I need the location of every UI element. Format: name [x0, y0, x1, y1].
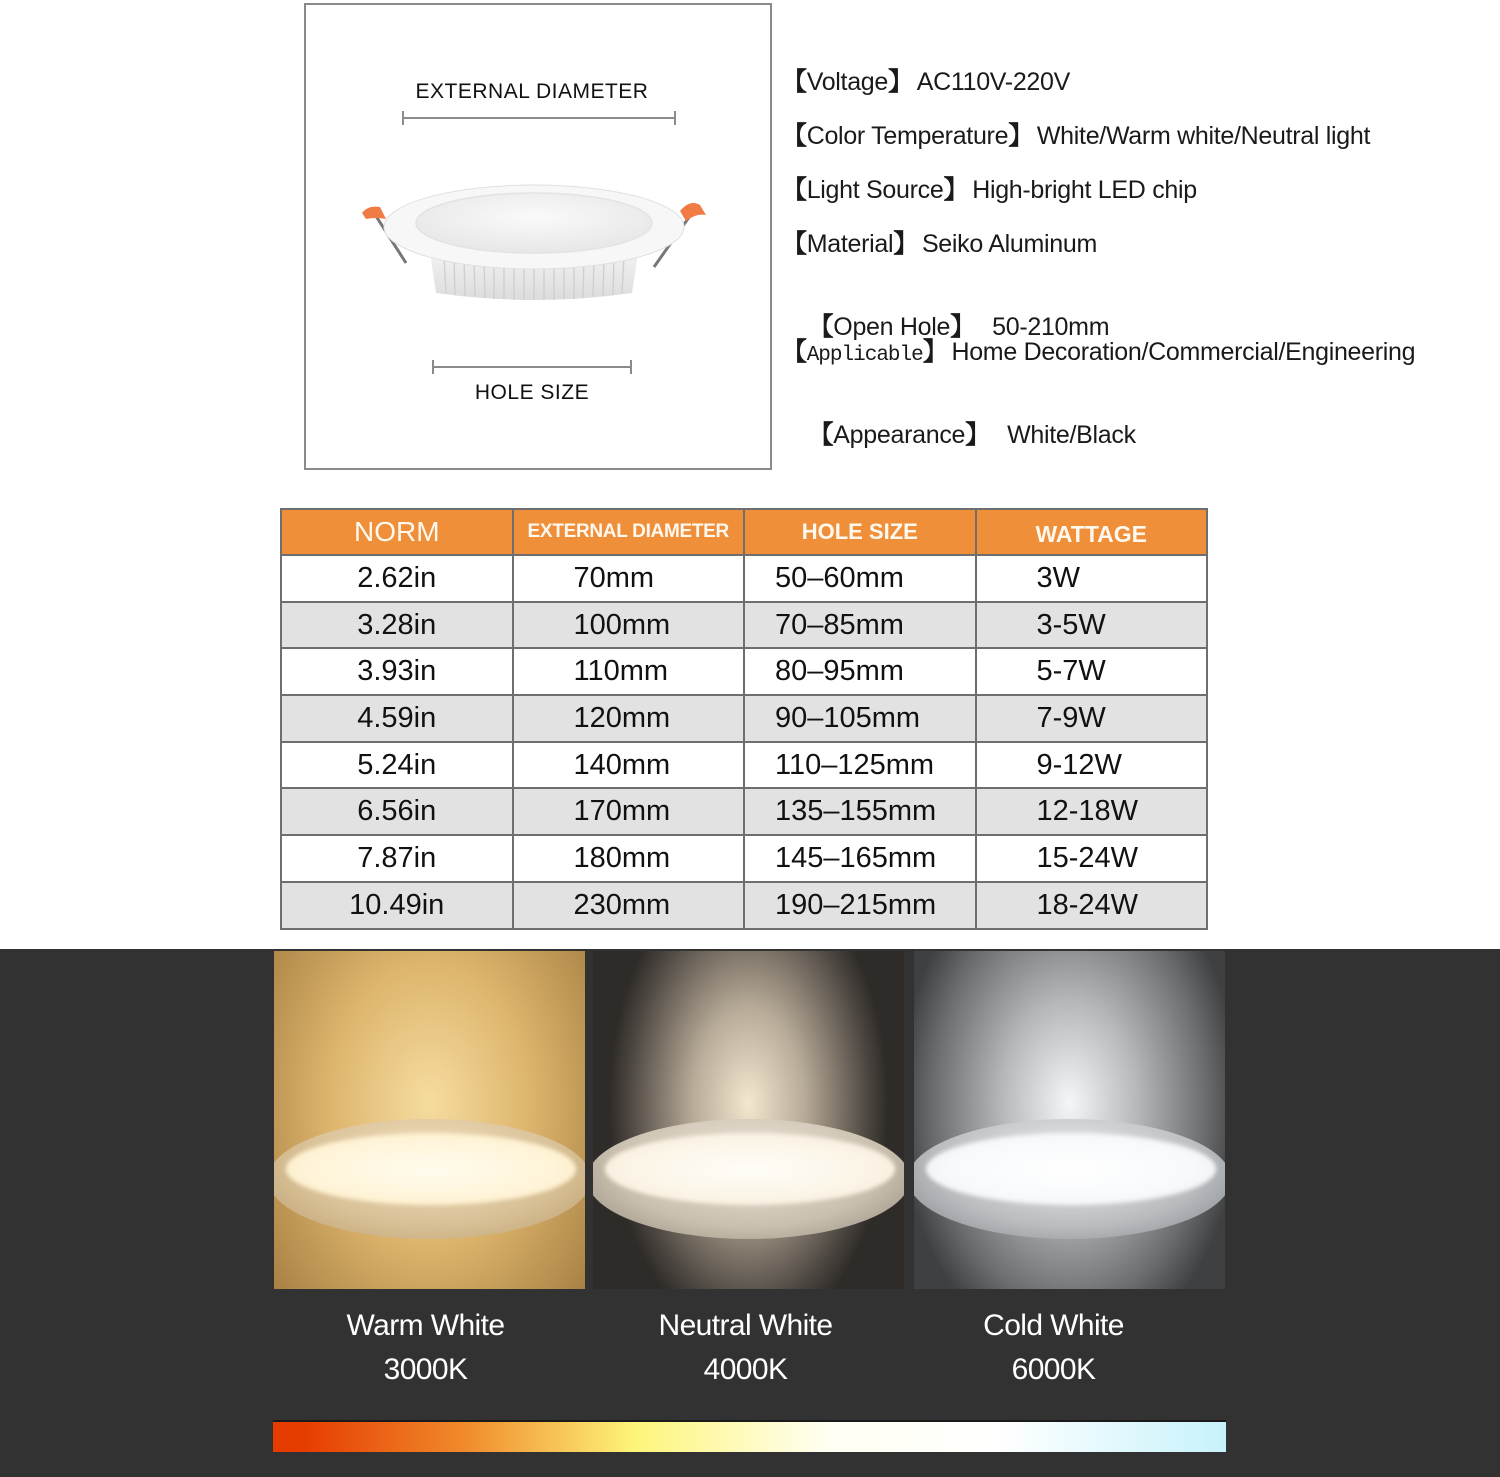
bracket-open: 【 [782, 338, 807, 366]
cell-wattage: 5-7W [976, 648, 1208, 695]
neutral-white-light-photo [593, 951, 904, 1289]
bracket-open: 【 [782, 176, 807, 204]
spec-label: Applicable [806, 344, 923, 367]
cell-external-diameter: 180mm [513, 835, 745, 882]
cell-norm: 3.93in [281, 648, 513, 695]
cell-norm: 10.49in [281, 882, 513, 929]
bracket-open: 【 [808, 313, 834, 341]
bracket-close: 】 [922, 338, 948, 366]
bracket-open: 【 [782, 122, 807, 150]
table-header-row [281, 509, 1207, 555]
spec-label: Light Source [806, 176, 944, 204]
temperature-kelvin: 6000K [1011, 1353, 1096, 1386]
header-external-diameter: EXTERNAL DIAMETER [513, 509, 745, 555]
spec-list [782, 62, 1482, 449]
warm-white-caption [270, 1304, 581, 1392]
cell-wattage: 12-18W [976, 788, 1208, 835]
spec-applicable [782, 332, 1482, 386]
color-temperature-section [0, 949, 1500, 1477]
cell-hole-size: 145–165mm [744, 835, 976, 882]
cell-norm: 5.24in [281, 742, 513, 789]
cell-norm: 4.59in [281, 695, 513, 742]
external-diameter-dimension-line [402, 117, 676, 119]
temperature-kelvin: 4000K [703, 1353, 788, 1386]
cell-wattage: 3-5W [976, 602, 1208, 649]
neutral-white-caption [590, 1304, 901, 1392]
bracket-close: 】 [943, 176, 969, 204]
temperature-kelvin: 3000K [383, 1353, 468, 1386]
bracket-close: 】 [1008, 122, 1033, 150]
table-row [281, 602, 1207, 649]
cell-external-diameter: 140mm [513, 742, 745, 789]
cell-hole-size: 80–95mm [744, 648, 976, 695]
spec-light-source [782, 170, 1482, 224]
cell-external-diameter: 70mm [513, 555, 745, 602]
spec-label: Open Hole [833, 313, 951, 341]
cell-wattage: 3W [976, 555, 1208, 602]
spec-voltage [782, 62, 1482, 116]
spec-value: Seiko Aluminum [921, 230, 1097, 258]
header-hole-size: HOLE SIZE [744, 509, 976, 555]
table-row [281, 882, 1207, 929]
cell-external-diameter: 120mm [513, 695, 745, 742]
bracket-open: 【 [782, 230, 807, 258]
bracket-open: 【 [808, 421, 834, 449]
table-row [281, 695, 1207, 742]
cell-wattage: 9-12W [976, 742, 1208, 789]
product-illustration [304, 3, 772, 470]
spec-value: Home Decoration/Commercial/Engineering [951, 338, 1416, 366]
cell-wattage: 18-24W [976, 882, 1208, 929]
size-table [280, 508, 1208, 930]
bracket-open: 【 [782, 68, 807, 96]
hole-size-dimension-line [432, 366, 632, 368]
cell-hole-size: 70–85mm [744, 602, 976, 649]
warm-white-light-photo [274, 951, 585, 1289]
downlight-image [354, 175, 714, 315]
cell-norm: 3.28in [281, 602, 513, 649]
cell-external-diameter: 170mm [513, 788, 745, 835]
cell-external-diameter: 230mm [513, 882, 745, 929]
cell-wattage: 15-24W [976, 835, 1208, 882]
cell-norm: 2.62in [281, 555, 513, 602]
spec-value: White/Black [993, 421, 1136, 449]
cell-wattage: 7-9W [976, 695, 1208, 742]
cell-norm: 6.56in [281, 788, 513, 835]
cell-external-diameter: 110mm [513, 648, 745, 695]
light-glow [926, 1133, 1216, 1205]
spec-appearance [782, 386, 1482, 449]
cell-external-diameter: 100mm [513, 602, 745, 649]
spec-value: High-bright LED chip [972, 176, 1197, 204]
temperature-name: Warm White [346, 1309, 505, 1342]
cold-white-light-photo [914, 951, 1225, 1289]
cell-hole-size: 90–105mm [744, 695, 976, 742]
color-temperature-spectrum-bar [273, 1420, 1226, 1452]
spec-open-hole [782, 278, 1482, 341]
external-diameter-label: EXTERNAL DIAMETER [415, 80, 649, 103]
temperature-name: Cold White [983, 1309, 1124, 1342]
cell-hole-size: 110–125mm [744, 742, 976, 789]
bracket-close: 】 [965, 421, 990, 449]
spec-material [782, 224, 1482, 278]
temperature-name: Neutral White [658, 1309, 833, 1342]
light-glow [605, 1133, 895, 1205]
cell-hole-size: 190–215mm [744, 882, 976, 929]
spec-value: AC110V-220V [916, 68, 1071, 96]
table-row [281, 555, 1207, 602]
spec-value: White/Warm white/Neutral light [1036, 122, 1371, 150]
bracket-close: 】 [888, 68, 913, 96]
cell-hole-size: 135–155mm [744, 788, 976, 835]
bracket-close: 】 [950, 313, 975, 341]
header-norm: NORM [281, 509, 513, 555]
spec-label: Voltage [806, 68, 889, 96]
header-wattage: WATTAGE [976, 509, 1208, 555]
bracket-close: 】 [893, 230, 918, 258]
table-row [281, 648, 1207, 695]
cell-norm: 7.87in [281, 835, 513, 882]
spec-label: Appearance [833, 421, 966, 449]
cell-hole-size: 50–60mm [744, 555, 976, 602]
table-row [281, 788, 1207, 835]
spec-label: Material [806, 230, 894, 258]
spec-label: Color Temperature [806, 122, 1009, 150]
light-glow [286, 1133, 576, 1205]
hole-size-label: HOLE SIZE [474, 381, 590, 404]
table-row [281, 742, 1207, 789]
cold-white-caption [898, 1304, 1209, 1392]
spec-value: 50-210mm [978, 313, 1110, 341]
table-row [281, 835, 1207, 882]
spec-color-temperature [782, 116, 1482, 170]
